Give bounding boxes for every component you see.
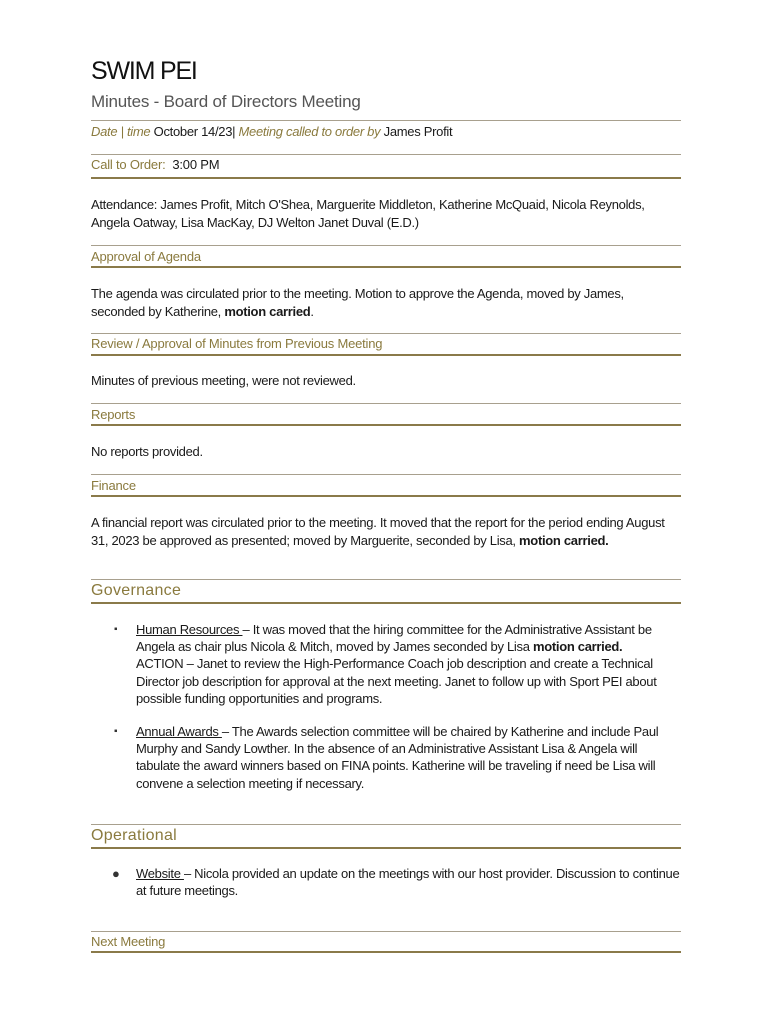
agenda-body: The agenda was circulated prior to the meeting. Motion to approve the Agenda, moved by James, seconded by Katherine,	[91, 286, 624, 319]
section-heading-agenda: Approval of Agenda	[91, 249, 201, 264]
divider	[91, 120, 681, 121]
document-subtitle: Minutes - Board of Directors Meeting	[91, 92, 361, 111]
divider	[91, 177, 681, 179]
divider	[91, 847, 681, 849]
bullet-icon: ▪	[114, 726, 118, 737]
section-heading-reports: Reports	[91, 407, 136, 422]
divider	[91, 824, 681, 825]
divider	[91, 154, 681, 155]
finance-body: A financial report was circulated prior to the meeting. It moved that the report for the period ending August 31, 2023 be approved as presented; moved by Marguerite, seconded by Lisa,	[91, 515, 665, 548]
item-text: – Nicola provided an update on the meetings with our host provider. Discussion to continue at future meetings.	[136, 866, 680, 899]
list-item-website	[112, 865, 681, 899]
organization-title: SWIM PEI	[91, 57, 197, 85]
divider	[91, 354, 681, 356]
section-heading-minutes: Review / Approval of Minutes from Previous Meeting	[91, 336, 383, 351]
divider	[91, 602, 681, 604]
item-action: ACTION – Janet to review the High-Performance Coach job description and create a Technical Director job description for approval at the next meeting. Janet to follow up with Sport PEI about possible funding opportunities and programs.	[136, 656, 657, 706]
called-by-label: Meeting called to order by	[238, 124, 381, 139]
divider	[91, 424, 681, 426]
attendance: Attendance: James Profit, Mitch O'Shea, Marguerite Middleton, Katherine McQuaid, Nicola Reynolds, Angela Oatway, Lisa MacKay, DJ Welton Janet Duval (E.D.)	[91, 197, 645, 230]
section-heading-operational: Operational	[91, 827, 178, 844]
divider	[91, 333, 681, 334]
item-label: Human Resources	[136, 622, 243, 637]
agenda-motion: motion carried	[224, 303, 311, 319]
call-to-order-time: 3:00 PM	[172, 157, 220, 172]
divider	[91, 931, 681, 932]
item-label: Website	[136, 866, 184, 881]
bullet-icon: ●	[112, 866, 120, 881]
meeting-meta	[91, 124, 452, 139]
agenda-end: .	[310, 303, 314, 319]
section-heading-governance: Governance	[91, 582, 182, 599]
divider	[91, 951, 681, 953]
called-by-value: James Profit	[383, 124, 453, 139]
date-value: October 14/23|	[153, 124, 236, 139]
section-heading-next-meeting: Next Meeting	[91, 934, 166, 949]
divider	[91, 579, 681, 580]
item-text: – It was moved that the hiring committee for the Administrative Assistant be Angela as chair plus Nicola & Mitch, moved by James seconded by Lisa	[136, 622, 652, 655]
bullet-icon: ▪	[114, 624, 118, 635]
section-heading-finance: Finance	[91, 478, 136, 493]
reports-text: No reports provided.	[91, 444, 203, 459]
finance-text	[91, 514, 681, 549]
item-text: – The Awards selection committee will be chaired by Katherine and include Paul Murphy and Sandy Lowther. In the absence of an Administrative Assistant Lisa & Angela will tabulate the award winners based on FINA points. Katherine will be traveling if need be Lisa will convene a selection meeting if necessary.	[136, 724, 659, 791]
divider	[91, 245, 681, 246]
list-item-human-resources	[114, 621, 681, 707]
finance-motion: motion carried.	[519, 532, 609, 548]
divider	[91, 403, 681, 404]
agenda-text	[91, 285, 681, 320]
divider	[91, 266, 681, 268]
call-to-order-label: Call to Order:	[91, 157, 166, 172]
list-item-annual-awards	[114, 723, 681, 792]
item-label: Annual Awards	[136, 724, 222, 739]
divider	[91, 474, 681, 475]
date-label: Date | time	[91, 124, 151, 139]
call-to-order	[91, 157, 219, 172]
divider	[91, 495, 681, 497]
minutes-text: Minutes of previous meeting, were not reviewed.	[91, 373, 356, 388]
item-motion: motion carried.	[532, 639, 623, 655]
